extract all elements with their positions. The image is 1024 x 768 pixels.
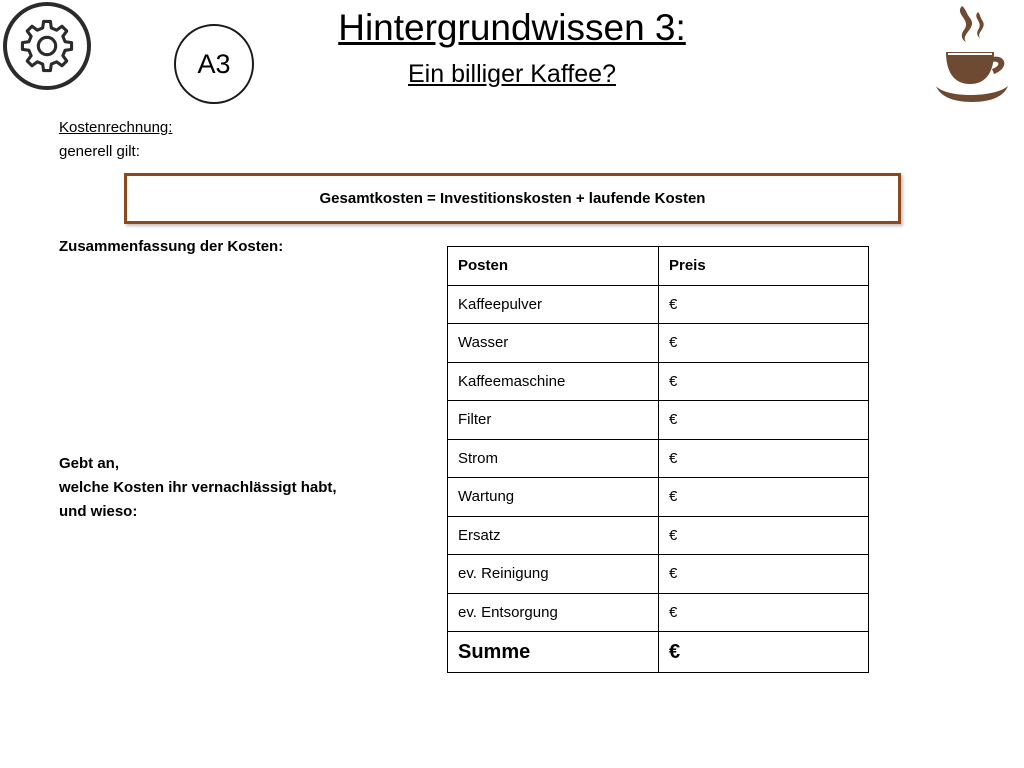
- cost-table: [447, 246, 869, 673]
- question-line: Gebt an,: [59, 455, 120, 472]
- cell-preis[interactable]: €: [659, 362, 869, 401]
- table-row: [448, 285, 869, 324]
- cell-preis[interactable]: €: [659, 555, 869, 594]
- total-value[interactable]: €: [659, 632, 869, 673]
- cell-preis[interactable]: €: [659, 401, 869, 440]
- kosten-intro: generell gilt:: [59, 143, 140, 160]
- question-line: welche Kosten ihr vernachlässigt habt,: [59, 479, 337, 496]
- page-title: Hintergrundwissen 3:: [338, 7, 686, 48]
- cell-preis[interactable]: €: [659, 439, 869, 478]
- table-row: [448, 593, 869, 632]
- coffee-cup-icon: [932, 2, 1016, 110]
- header-posten: Posten: [448, 247, 659, 286]
- table-row: [448, 516, 869, 555]
- cell-preis[interactable]: €: [659, 324, 869, 363]
- table-row: [448, 439, 869, 478]
- total-label: Summe: [448, 632, 659, 673]
- gear-badge: [3, 2, 91, 90]
- cell-posten: Wasser: [448, 324, 659, 363]
- header-preis: Preis: [659, 247, 869, 286]
- table-row: [448, 478, 869, 517]
- cell-preis[interactable]: €: [659, 478, 869, 517]
- cell-posten: ev. Reinigung: [448, 555, 659, 594]
- cell-posten: Kaffeepulver: [448, 285, 659, 324]
- kosten-heading: Kostenrechnung:: [59, 119, 173, 136]
- page-subtitle: Ein billiger Kaffee?: [407, 60, 616, 88]
- table-header-row: [448, 247, 869, 286]
- question-text: [59, 452, 399, 524]
- table-row: [448, 324, 869, 363]
- task-badge-label: A3: [197, 48, 231, 79]
- cell-posten: ev. Entsorgung: [448, 593, 659, 632]
- question-line: und wieso:: [59, 503, 138, 520]
- table-total-row: [448, 632, 869, 673]
- table-row: [448, 401, 869, 440]
- cell-posten: Kaffeemaschine: [448, 362, 659, 401]
- cell-posten: Strom: [448, 439, 659, 478]
- table-row: [448, 555, 869, 594]
- formula-text: Gesamtkosten = Investitionskosten + laufende Kosten: [319, 190, 706, 207]
- cell-preis[interactable]: €: [659, 593, 869, 632]
- table-row: [448, 362, 869, 401]
- cell-posten: Filter: [448, 401, 659, 440]
- formula-box: [124, 173, 901, 224]
- cell-posten: Ersatz: [448, 516, 659, 555]
- cell-preis[interactable]: €: [659, 285, 869, 324]
- gear-icon: [16, 15, 78, 77]
- summary-heading: Zusammenfassung der Kosten:: [59, 238, 284, 255]
- cell-preis[interactable]: €: [659, 516, 869, 555]
- cell-posten: Wartung: [448, 478, 659, 517]
